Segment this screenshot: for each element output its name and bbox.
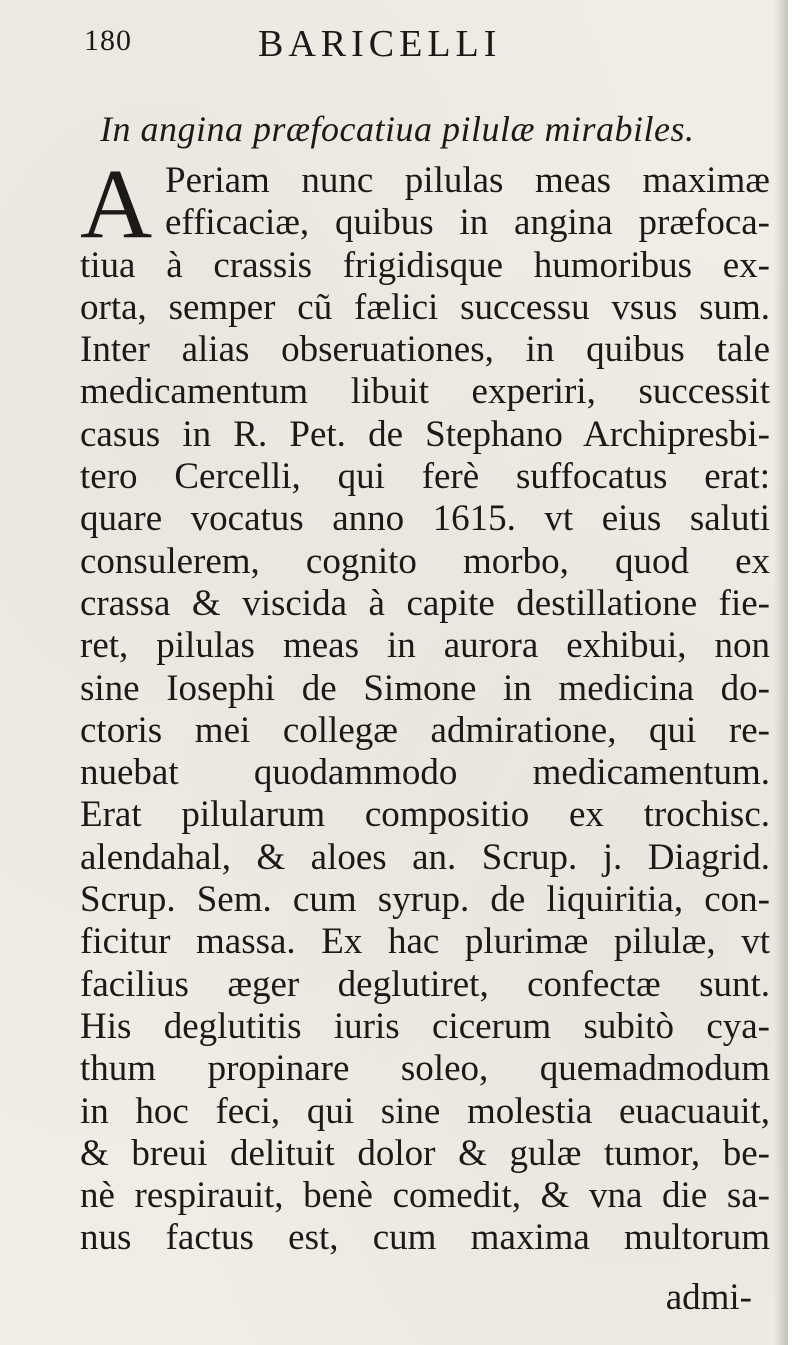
text-line: nus factus est, cum maxima multorum <box>80 1217 770 1259</box>
text-line: sine Iosephi de Simone in medicina do- <box>80 667 770 709</box>
text-line: Erat pilularum compositio ex trochisc. <box>80 794 770 836</box>
text-line: ficitur massa. Ex hac plurimæ pilulæ, vt <box>80 921 770 963</box>
text-line: consulerem, cognito morbo, quod ex <box>80 540 770 582</box>
page-edge-shadow <box>774 0 788 1345</box>
text-line: Periam nunc pilulas meas maximæ <box>165 160 770 201</box>
text-line: & breui delituit dolor & gulæ tumor, be- <box>80 1132 770 1174</box>
text-line: quare vocatus anno 1615. vt eius saluti <box>80 498 770 540</box>
text-line: nè respirauit, benè comedit, & vna die sa- <box>80 1175 770 1217</box>
text-line: nuebat quodammodo medicamentum. <box>80 752 770 794</box>
text-line: Scrup. Sem. cum syrup. de liquiritia, con- <box>80 879 770 921</box>
text-line: thum propinare soleo, quemadmodum <box>80 1048 770 1090</box>
text-line: crassa & viscida à capite destillatione fie- <box>80 582 770 624</box>
text-line: medicamentum libuit experiri, successit <box>80 371 770 413</box>
body-text <box>80 148 770 1260</box>
section-title: In angina præfocatiua pilulæ mirabiles. <box>100 109 695 149</box>
text-line: facilius æger deglutiret, confectæ sunt. <box>80 963 770 1005</box>
text-line: Inter alias obseruationes, in quibus tale <box>80 329 770 371</box>
catchword: admi- <box>665 1277 752 1318</box>
drop-cap: A <box>80 148 153 259</box>
page-number: 180 <box>84 24 132 57</box>
text-line: efficaciæ, quibus in angina præfoca- <box>165 202 770 244</box>
text-line: in hoc feci, qui sine molestia euacuauit, <box>80 1090 770 1132</box>
text-line: casus in R. Pet. de Stephano Archipresbi- <box>80 413 770 455</box>
text-line: ctoris mei collegæ admiratione, qui re- <box>80 709 770 751</box>
text-line: His deglutitis iuris cicerum subitò cya- <box>80 1005 770 1047</box>
text-line: orta, semper cũ fælici successu vsus sum. <box>80 286 770 328</box>
text-line: tiua à crassis frigidisque humoribus ex- <box>80 244 770 286</box>
text-line: alendahal, & aloes an. Scrup. j. Diagrid. <box>80 836 770 878</box>
running-head: BARICELLI <box>258 23 502 65</box>
text-line: tero Cercelli, qui ferè suffocatus erat: <box>80 456 770 498</box>
text-line: ret, pilulas meas in aurora exhibui, non <box>80 625 770 667</box>
